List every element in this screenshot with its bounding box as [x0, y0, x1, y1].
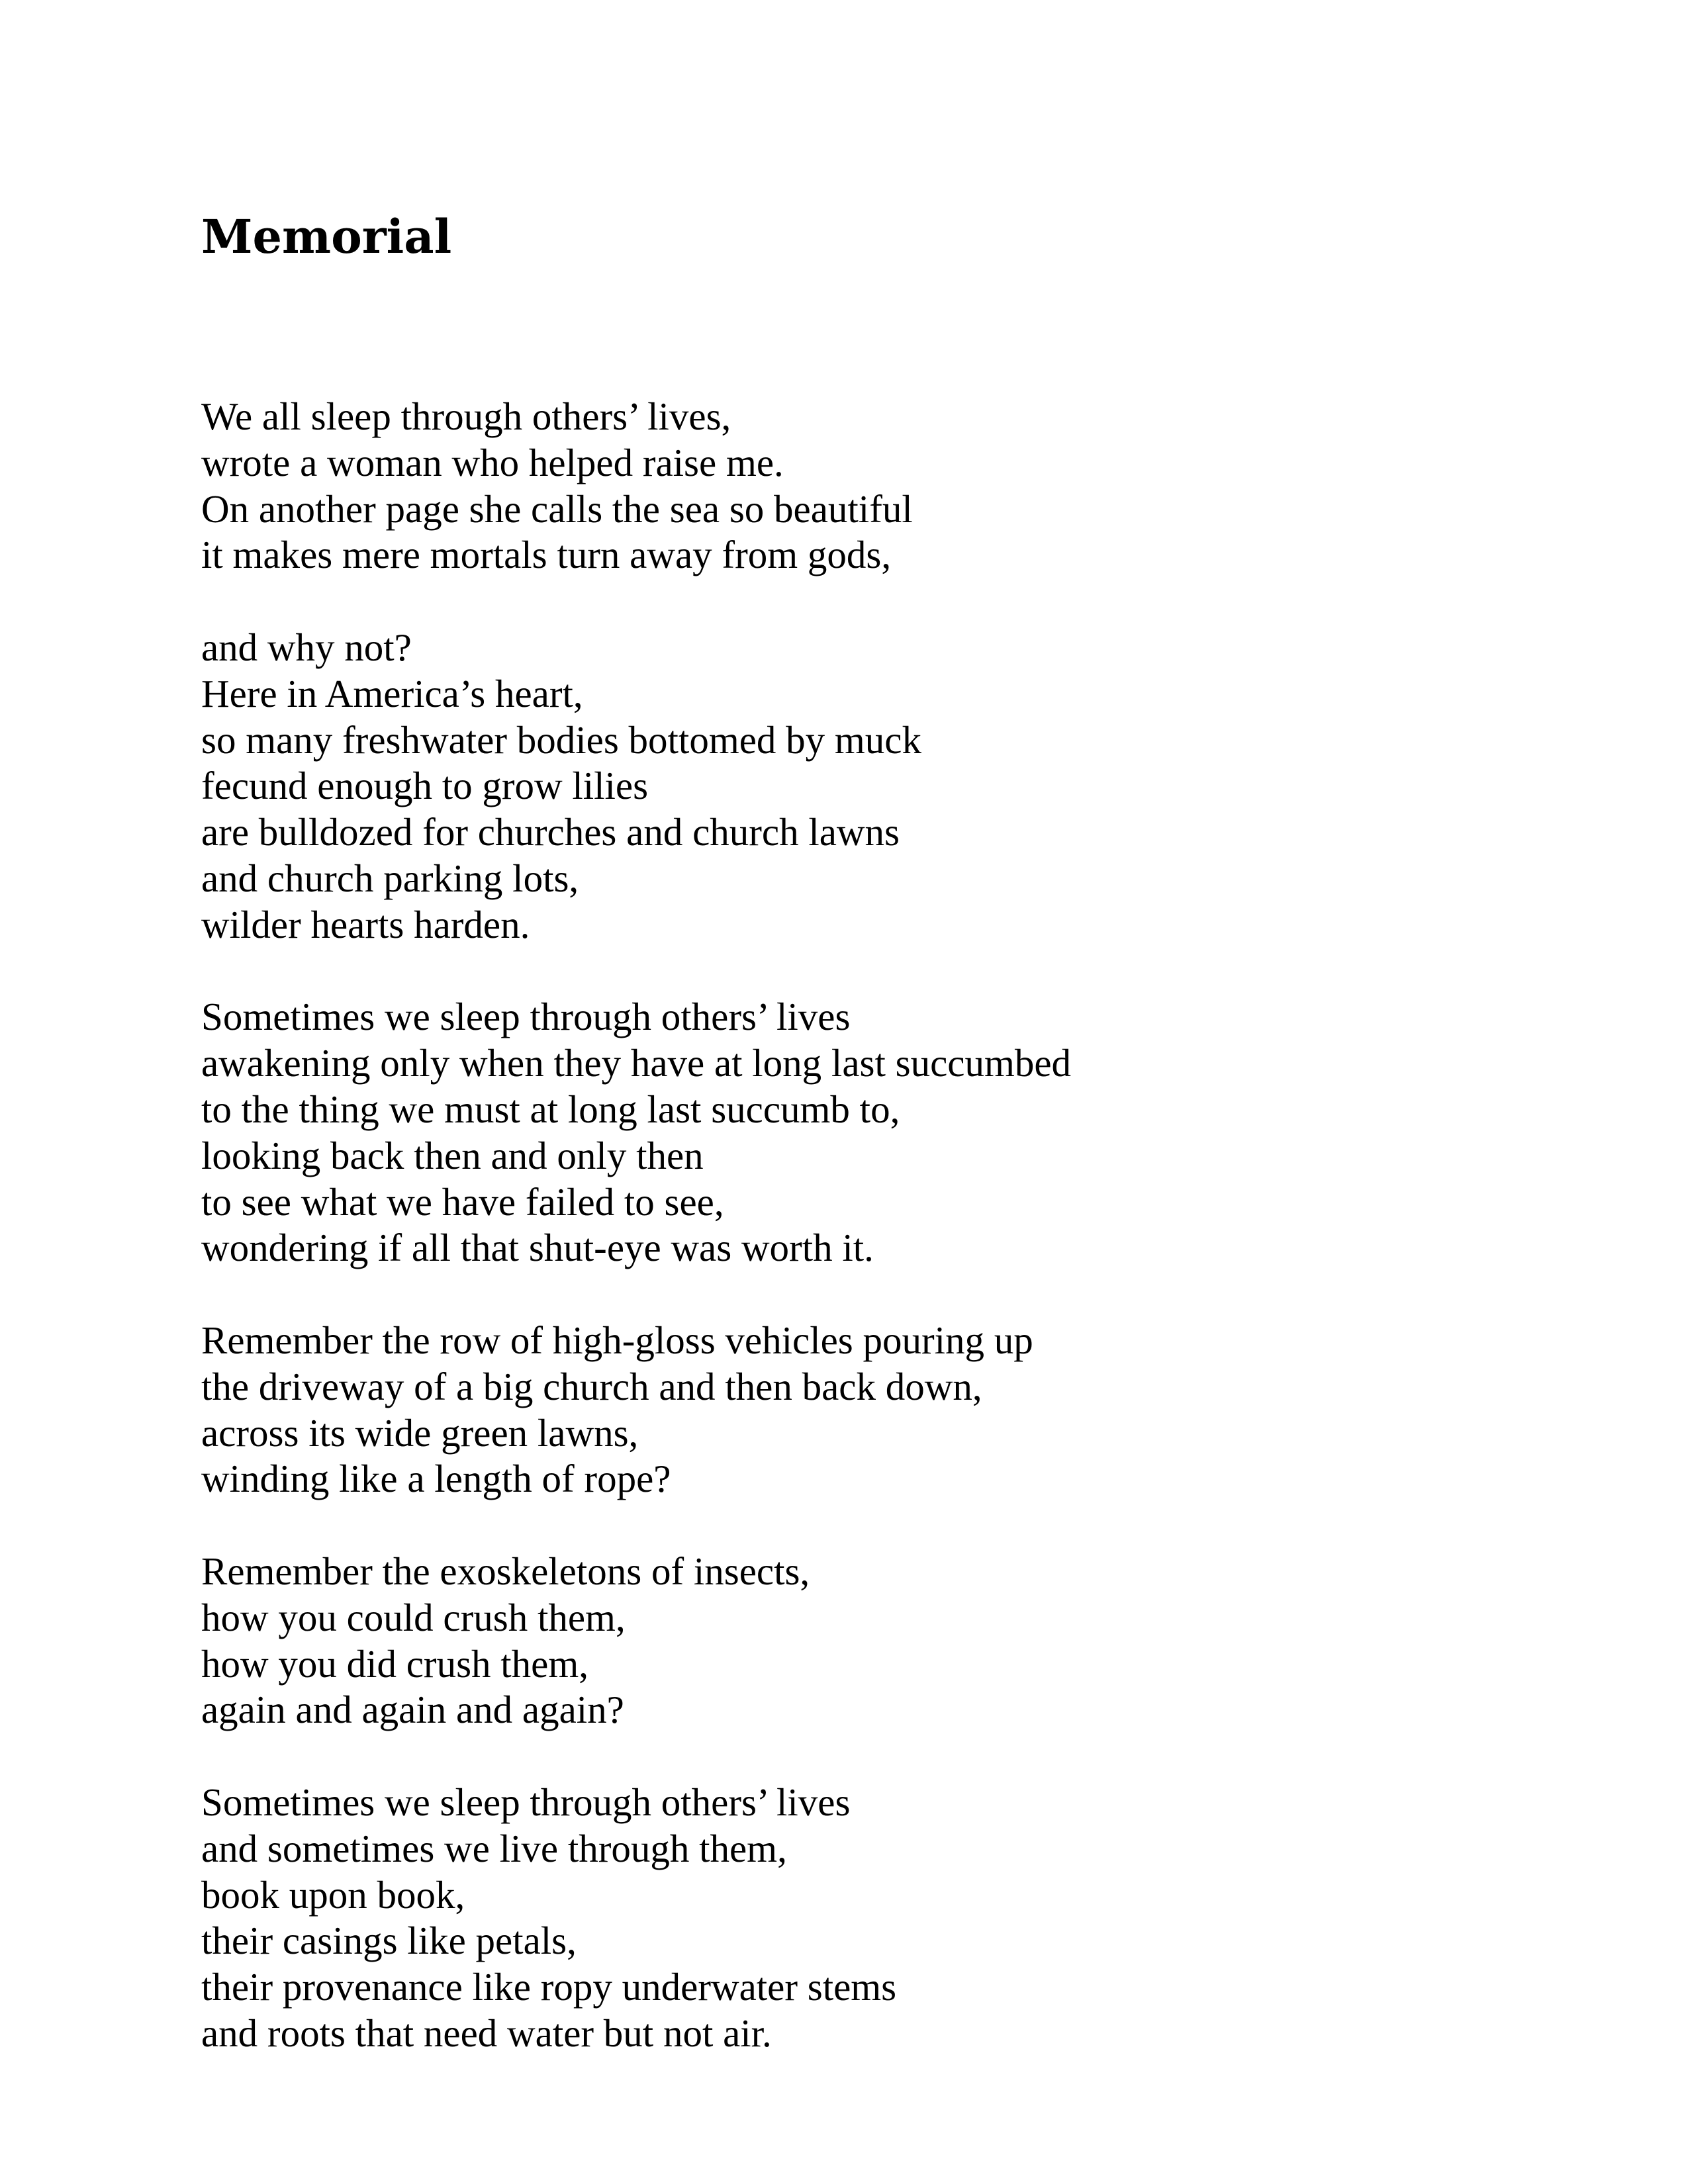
stanza-break	[201, 948, 1525, 995]
poem-line: and sometimes we live through them,	[201, 1826, 787, 1870]
stanza-2	[201, 625, 1525, 948]
poem-line: Remember the exoskeletons of insects,	[201, 1549, 810, 1593]
poem-line: their provenance like ropy underwater stems	[201, 1965, 897, 2009]
poem-line: so many freshwater bodies bottomed by muck	[201, 717, 921, 762]
poem-line: On another page she calls the sea so beautiful	[201, 486, 913, 531]
poem-line: to see what we have failed to see,	[201, 1179, 724, 1224]
poem-line: how you did crush them,	[201, 1641, 589, 1686]
stanza-break	[201, 1271, 1525, 1318]
poem-line: wondering if all that shut-eye was worth it.	[201, 1226, 874, 1270]
poem-line: and roots that need water but not air.	[201, 2011, 772, 2055]
poem-line: Sometimes we sleep through others’ lives	[201, 995, 851, 1039]
poem-line: their casings like petals,	[201, 1919, 577, 1963]
poem-line: Here in America’s heart,	[201, 671, 583, 715]
poem-line: We all sleep through others’ lives,	[201, 394, 731, 438]
poem-line: are bulldozed for churches and church lawns	[201, 810, 900, 854]
poem-line: looking back then and only then	[201, 1133, 704, 1177]
poem-line: and why not?	[201, 625, 412, 669]
stanza-break	[201, 1733, 1525, 1780]
poem-line: Sometimes we sleep through others’ lives	[201, 1780, 851, 1824]
poem-line: awakening only when they have at long last succumbed	[201, 1041, 1072, 1085]
stanza-break	[201, 578, 1525, 625]
poem-line: Remember the row of high-gloss vehicles pouring up	[201, 1318, 1033, 1362]
stanza-1	[201, 394, 1525, 578]
poem-body	[201, 394, 1525, 2057]
poem-line: wilder hearts harden.	[201, 902, 530, 946]
poem-line: and church parking lots,	[201, 856, 579, 900]
poem-line: the driveway of a big church and then back down,	[201, 1364, 982, 1408]
stanza-break	[201, 1502, 1525, 1549]
poem-line: wrote a woman who helped raise me.	[201, 440, 784, 484]
poem-line: to the thing we must at long last succumb to,	[201, 1087, 900, 1131]
poem-line: across its wide green lawns,	[201, 1410, 639, 1455]
stanza-4	[201, 1318, 1525, 1502]
stanza-5	[201, 1549, 1525, 1733]
poem-line: book upon book,	[201, 1872, 465, 1917]
stanza-3	[201, 994, 1525, 1271]
poem-line: how you could crush them,	[201, 1595, 626, 1639]
poem-line: fecund enough to grow lilies	[201, 764, 649, 808]
poem-line: winding like a length of rope?	[201, 1457, 671, 1501]
poem-line: it makes mere mortals turn away from gods,	[201, 533, 892, 577]
poem-title: Memorial	[201, 209, 452, 264]
poem-line: again and again and again?	[201, 1688, 624, 1732]
stanza-6	[201, 1780, 1525, 2057]
